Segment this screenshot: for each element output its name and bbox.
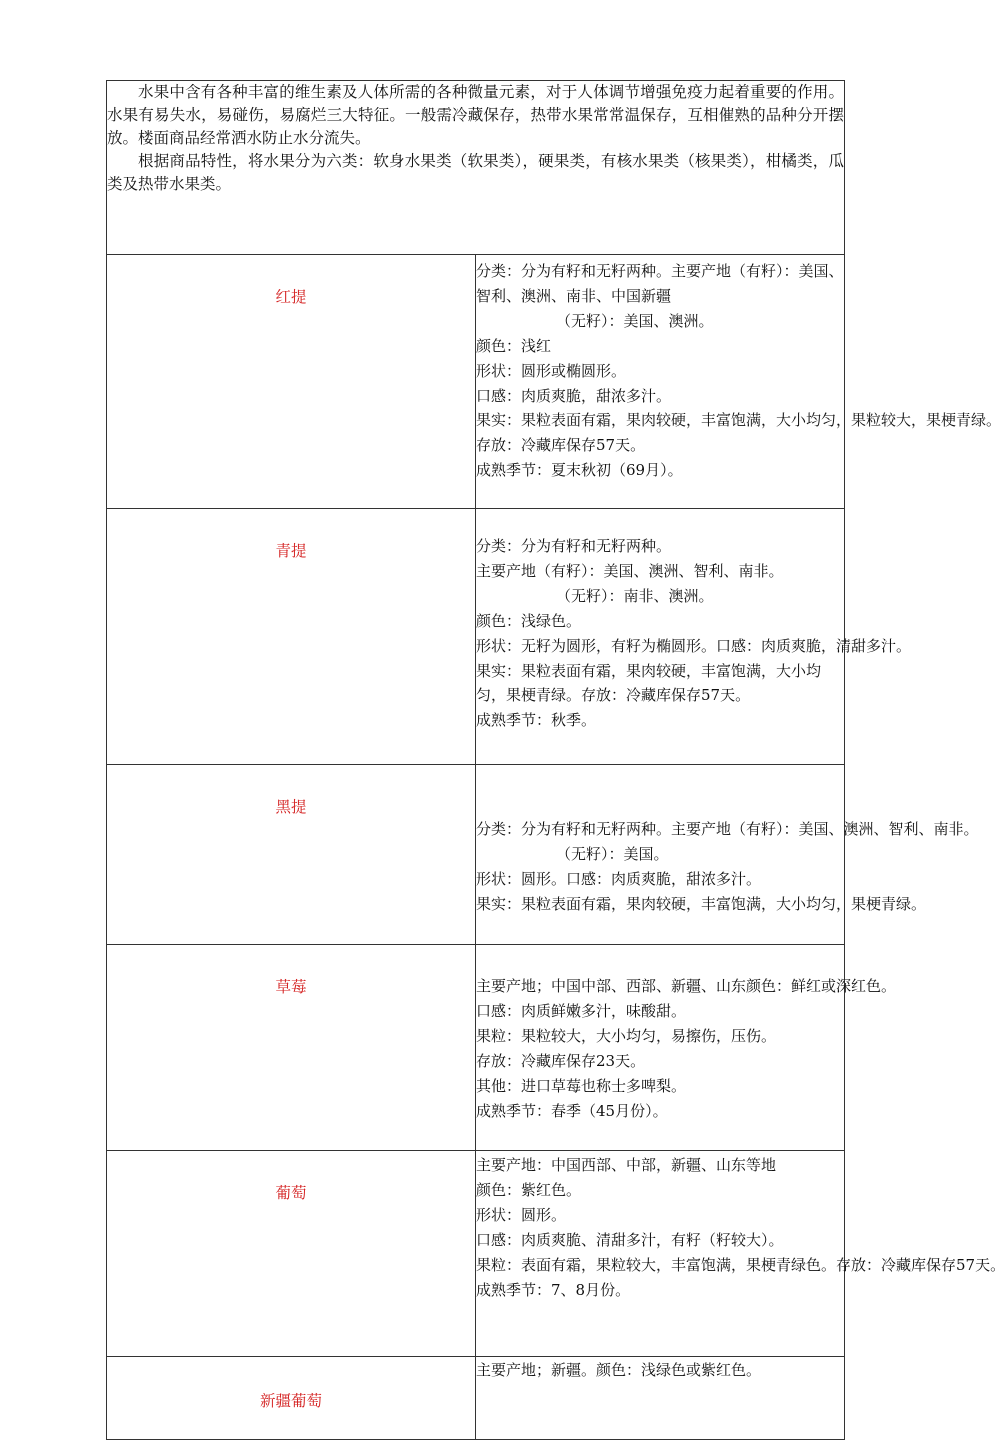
fruit-detail-green-grape [476,509,912,765]
detail-line: 口感：肉质鲜嫩多汁，味酸甜。 [476,1001,687,1020]
detail-line: 形状：圆形。口感：肉质爽脆，甜浓多汁。 [476,869,762,888]
fruit-detail-black-grape [476,765,979,945]
detail-line: 分类：分为有籽和无籽两种。主要产地（有籽）：美国、智利、澳洲、南非、中国新疆 [476,262,844,305]
table-row [107,1151,845,1357]
table-row [107,765,845,945]
detail-line: 主要产地；新疆。颜色：浅绿色或紫红色。 [476,1361,762,1379]
detail-line: 成熟季节：夏末秋初（69月）。 [476,461,683,480]
detail-line: 果实：果粒表面有霜，果肉较硬，丰富饱满，大小均匀，果粒较大，果梗青绿。 [476,411,1002,430]
fruit-name-strawberry: 草莓 [107,945,476,1151]
detail-line: 果实：果粒表面有霜，果肉较硬，丰富饱满，大小均匀，果梗青绿。 [476,894,927,913]
fruit-detail-grape [476,1151,1005,1357]
detail-line: 形状：圆形或椭圆形。 [476,361,627,380]
detail-line: 成熟季节：7、8月份。 [476,1280,631,1299]
detail-line: 口感：肉质爽脆、清甜多汁，有籽（籽较大）。 [476,1230,784,1249]
fruit-name-black-grape: 黑提 [107,765,476,945]
detail-line: 口感：肉质爽脆，甜浓多汁。 [476,386,672,405]
detail-line: （无籽）：美国。 [556,844,669,863]
fruit-detail-red-grape [476,255,1002,509]
fruit-name-xinjiang-grape: 新疆葡萄 [107,1357,476,1440]
detail-line: 形状：无籽为圆形，有籽为椭圆形。口感：肉质爽脆，清甜多汁。 [476,636,912,655]
detail-line: 分类：分为有籽和无籽两种。主要产地（有籽）：美国、澳洲、智利、南非。 [476,820,979,838]
table-row [107,255,845,509]
intro-row [107,81,845,255]
detail-line: 存放：冷藏库保存57天。 [476,436,646,455]
fruit-name-red-grape: 红提 [107,255,476,509]
detail-line: 颜色：浅绿色。 [476,611,582,630]
fruit-detail-xinjiang-grape [476,1357,845,1440]
detail-line: 颜色：浅红 [476,336,552,355]
detail-line: 果粒：果粒较大，大小均匀，易擦伤，压伤。 [476,1026,777,1045]
detail-line: 其他：进口草莓也称士多啤梨。 [476,1076,687,1095]
intro-paragraph-1: 水果中含有各种丰富的维生素及人体所需的各种微量元素，对于人体调节增强免疫力起着重要的作用。水果有易失水，易碰伤，易腐烂三大特征。一般需冷藏保存，热带水果常常温保存，互相催熟的品种分开摆放。楼面商品经常洒水防止水分流失。 [107,83,844,147]
fruit-name-grape: 葡萄 [107,1151,476,1357]
detail-line: 果实：果粒表面有霜，果肉较硬，丰富饱满，大小均匀，果梗青绿。存放：冷藏库保存57天。 [476,661,822,705]
intro-cell [107,81,845,255]
detail-line: 分类：分为有籽和无籽两种。 [476,537,672,555]
detail-line: （无籽）：美国、澳洲。 [556,311,714,330]
detail-line: 果粒：表面有霜，果粒较大，丰富饱满，果梗青绿色。存放：冷藏库保存57天。 [476,1255,1005,1274]
table-row [107,945,845,1151]
table-row [107,1357,845,1440]
detail-line: 主要产地：中国西部、中部，新疆、山东等地 [476,1156,777,1174]
detail-line: 成熟季节：春季（45月份）。 [476,1101,668,1120]
detail-line: 形状：圆形。 [476,1205,567,1224]
intro-paragraph-2: 根据商品特性，将水果分为六类：软身水果类（软果类），硬果类，有核水果类（核果类），柑橘类，瓜类及热带水果类。 [107,152,844,193]
detail-line: 成熟季节：秋季。 [476,711,597,730]
detail-line: 主要产地（有籽）：美国、澳洲、智利、南非。 [476,561,784,580]
detail-line: 主要产地；中国中部、西部、新疆、山东颜色：鲜红或深红色。 [476,977,897,995]
table-row [107,509,845,765]
detail-line: （无籽）：南非、澳洲。 [556,586,714,605]
detail-line: 颜色：紫红色。 [476,1180,582,1199]
fruit-detail-strawberry [476,945,897,1151]
detail-line: 存放：冷藏库保存23天。 [476,1051,646,1070]
fruit-name-green-grape: 青提 [107,509,476,765]
fruit-table [106,80,1005,1440]
